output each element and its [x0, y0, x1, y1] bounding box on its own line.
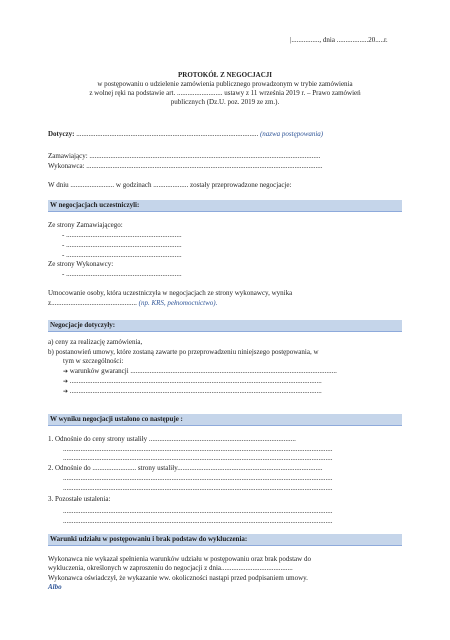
ordering-party-side-label: Ze strony Zamawiającego: [48, 221, 123, 229]
authorization-hint: (np. KRS, pełnomocnictwo). [138, 299, 218, 307]
authorization-line-1: Umocowanie osoby, która uczestniczyła w negocjacjach ze strony wykonawcy, wynika [48, 289, 293, 297]
section-bar-results [48, 414, 402, 426]
subject-arrow-row: ➔ ................................................................................................................................................ [63, 377, 322, 385]
section-bar-subject [48, 320, 402, 332]
dotyczy-field [48, 130, 323, 139]
subject-item-a: a) ceny za realizację zamówienia, [48, 338, 143, 346]
result-item-price: 1. Odnośnie do ceny strony ustaliły .................................................................................... [48, 435, 296, 443]
contractor-side-label: Ze strony Wykonawcy: [48, 260, 114, 268]
result-dotted-line: .......................................................................................................................................................... [63, 484, 333, 492]
albo-label: Albo [48, 583, 62, 591]
place-date-line: |................, dnia ..................20.....r. [290, 36, 388, 44]
authorization-dots: z................................................. [48, 299, 137, 307]
result-dotted-line: .......................................................................................................................................................... [63, 507, 333, 515]
ordering-party-participant: - .................................................................. [62, 241, 182, 249]
conditions-text-2: wykluczenia, określonych w zaproszeniu do negocjacji z dnia......................................... [48, 564, 293, 572]
result-dotted-line: .......................................................................................................................................................... [63, 474, 333, 482]
section-bar-conditions [48, 534, 402, 546]
section-title-results: W wyniku negocjacji ustalono co następuje : [50, 415, 183, 423]
conditions-text-1: Wykonawca nie wykazał spełnienia warunków udziału w postępowaniu oraz brak podstaw do [48, 555, 311, 563]
title-line-3: publicznych (Dz.U. poz. 2019 ze zm.). [170, 98, 280, 106]
dotyczy-dots: ........................................................................................................ [76, 130, 259, 138]
title-line-2: z wolnej ręki na podstawie art. .......................... ustawy z 11 września 2019 r. – Prawo zamówień [89, 89, 361, 97]
result-dotted-line: .......................................................................................................................................................... [63, 445, 333, 453]
subject-item-b-cont: tym w szczególności: [63, 357, 124, 365]
arrow-right-icon: ➔ [63, 388, 69, 395]
wykonawca-field: Wykonawca: ....................................................................................................................................... [48, 162, 323, 170]
arrow-right-icon: ➔ [63, 368, 69, 375]
result-item-other-terms: 2. Odnośnie do ......................... strony ustaliły................................................................................... [48, 464, 323, 472]
section-title-participants: W negocjacjach uczestniczyli: [50, 201, 140, 209]
subject-arrow-row: ➔ warunków gwarancji ...................................................................................................................... [63, 367, 337, 375]
dotyczy-label: Dotyczy: [48, 130, 75, 138]
authorization-line-2 [48, 299, 217, 308]
zamawiajacy-field: Zamawiający: .................................................................................................................................... [48, 152, 321, 160]
result-dotted-line: .......................................................................................................................................................... [63, 517, 333, 525]
conditions-text-3: Wykonawca oświadczył, że wykazanie ww. okoliczności nastąpi przed podpisaniem umowy. [48, 574, 308, 582]
subject-arrow-row: ➔ ................................................................................................................................................ [63, 387, 322, 395]
dotyczy-hint: (nazwa postępowania) [259, 130, 324, 138]
subject-item-b: b) postanowień umowy, które zostaną zawarte po przeprowadzeniu niniejszego postępowania, w [48, 348, 319, 356]
date-hours-field: W dniu ......................... w godzinach .................... zostały przeprowadzone negocjacje: [48, 181, 292, 189]
section-bar-participants [48, 200, 402, 212]
section-title-subject: Negocjacje dotyczyły: [50, 321, 116, 329]
document-title: PROTOKÓŁ Z NEGOCJACJI [178, 71, 272, 79]
ordering-party-participant: - .................................................................. [62, 231, 182, 239]
section-title-conditions: Warunki udziału w postępowaniu i brak podstaw do wykluczenia: [50, 535, 248, 543]
arrow-right-icon: ➔ [63, 378, 69, 385]
result-dotted-line: .......................................................................................................................................................... [63, 454, 333, 462]
contractor-participant: - .................................................................. [62, 270, 182, 278]
ordering-party-participant: - .................................................................. [62, 251, 182, 259]
result-item-remaining: 3. Pozostałe ustalenia: [48, 495, 111, 503]
title-line-1: w postępowaniu o udzielenie zamówienia publicznego prowadzonym w trybie zamówienia [97, 80, 353, 88]
